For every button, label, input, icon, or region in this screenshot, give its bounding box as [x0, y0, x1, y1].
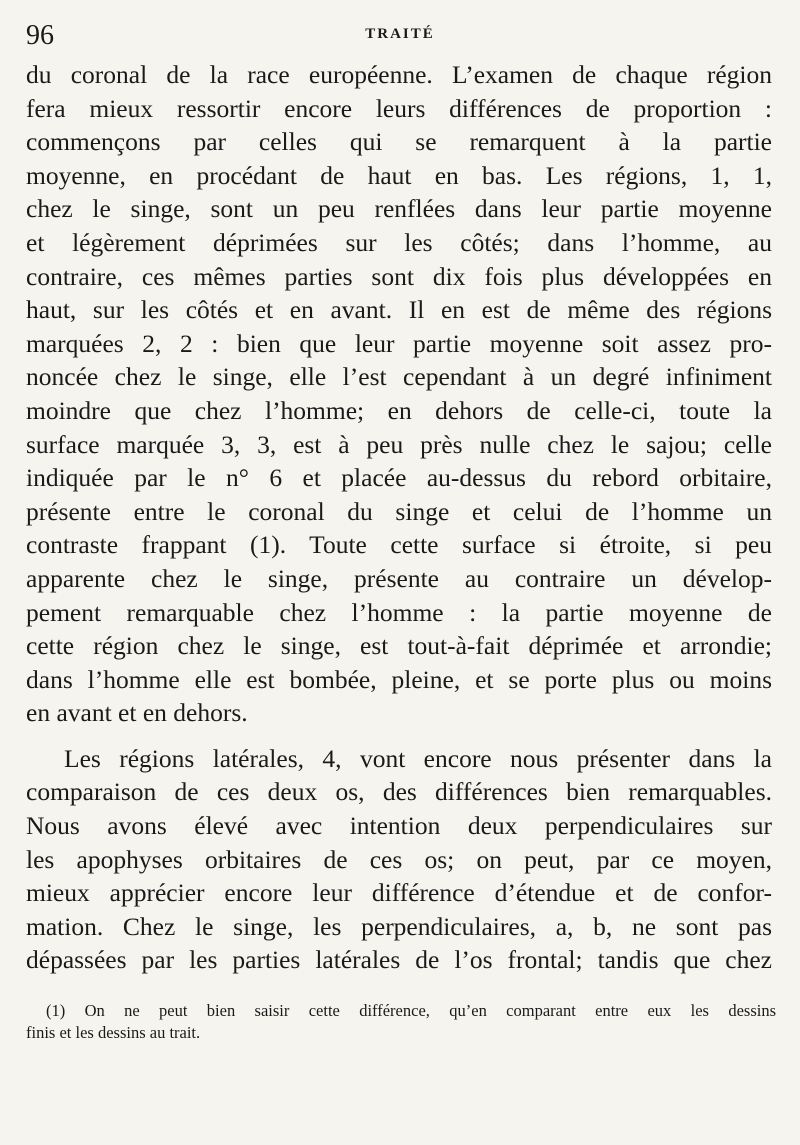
text-line: contraire, ces mêmes parties sont dix fois plus développées en — [26, 261, 772, 291]
text-line: mieux apprécier encore leur différence d’étendue et de confor- — [26, 878, 772, 908]
text-line: présente entre le coronal du singe et celui de l’homme un — [26, 496, 772, 526]
text-line: marquées 2, 2 : bien que leur partie moyenne soit assez pro- — [26, 328, 772, 358]
paragraph-1 — [26, 58, 772, 730]
text-line: du coronal de la race européenne. L’examen de chaque région — [26, 60, 772, 89]
paragraph-2 — [26, 742, 772, 977]
text-line: pement remarquable chez l’homme : la partie moyenne de — [26, 597, 772, 627]
footnote — [26, 1000, 776, 1044]
text-line: chez le singe, sont un peu renflées dans leur partie moyenne — [26, 194, 772, 224]
footnote-line: (1) On ne peut bien saisir cette différence, qu’en comparant entre eux les dessins — [46, 1001, 776, 1020]
text-line: moindre que chez l’homme; en dehors de celle-ci, toute la — [26, 395, 772, 425]
text-line: contraste frappant (1). Toute cette surface si étroite, si peu — [26, 530, 772, 560]
text-line: comparaison de ces deux os, des différences bien remarquables. — [26, 777, 772, 807]
running-title: TRAITÉ — [365, 26, 435, 42]
text-line: Nous avons élevé avec intention deux perpendiculaires sur — [26, 811, 772, 841]
page-number: 96 — [26, 20, 54, 51]
body-text — [26, 58, 772, 977]
text-line: commençons par celles qui se remarquent à la partie — [26, 127, 772, 157]
text-line: dépassées par les parties latérales de l’os frontal; tandis que chez — [26, 945, 772, 975]
text-line: surface marquée 3, 3, est à peu près nulle chez le sajou; celle — [26, 429, 772, 459]
text-line: dans l’homme elle est bombée, pleine, et se porte plus ou moins — [26, 664, 772, 694]
text-line: en avant et en dehors. — [26, 698, 248, 728]
page-header — [26, 20, 774, 54]
text-line: moyenne, en procédant de haut en bas. Les régions, 1, 1, — [26, 160, 772, 190]
paragraph-gap — [26, 730, 772, 742]
text-line: et légèrement déprimées sur les côtés; dans l’homme, au — [26, 227, 772, 257]
text-line: noncée chez le singe, elle l’est cependant à un degré infiniment — [26, 362, 772, 392]
text-line: cette région chez le singe, est tout-à-fait déprimée et arrondie; — [26, 631, 772, 661]
text-line: fera mieux ressortir encore leurs différences de proportion : — [26, 93, 772, 123]
text-line: les apophyses orbitaires de ces os; on peut, par ce moyen, — [26, 844, 772, 874]
text-line: apparente chez le singe, présente au contraire un dévelop- — [26, 563, 772, 593]
text-line: haut, sur les côtés et en avant. Il en est de même des régions — [26, 295, 772, 325]
footnote-line: finis et les dessins au trait. — [26, 1023, 201, 1042]
text-line: indiquée par le n° 6 et placée au-dessus du rebord orbitaire, — [26, 463, 772, 493]
text-line: Les régions latérales, 4, vont encore nous présenter dans la — [64, 743, 772, 773]
text-line: mation. Chez le singe, les perpendiculaires, a, b, ne sont pas — [26, 911, 772, 941]
